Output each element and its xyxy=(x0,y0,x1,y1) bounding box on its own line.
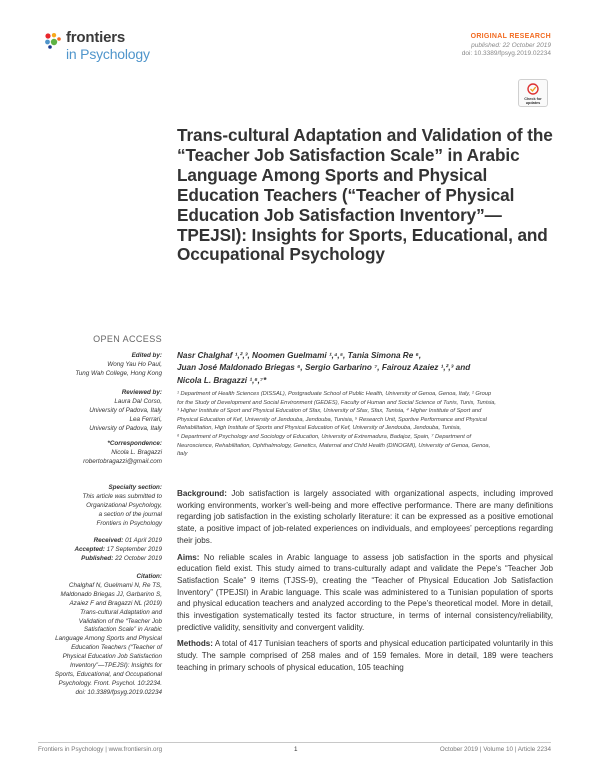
article-type: ORIGINAL RESEARCH xyxy=(470,33,551,40)
dates-block xyxy=(38,537,162,564)
footer-journal-link[interactable]: Frontiers in Psychology | www.frontiersin.org xyxy=(38,746,163,753)
affiliation-line: ⁶ Department of Psychology and Sociology of Education, University of Extremadura, Badajoz, Spain, ⁷ Department of xyxy=(177,433,472,440)
affiliation-line: Rehabilitation, High Institute of Sports and Physical Education of Kef, University of Jendouba, Jendouba, Tunisia, xyxy=(177,425,462,432)
citation-block xyxy=(38,573,162,698)
editor-affiliation: Tung Wah College, Hong Kong xyxy=(75,369,162,377)
specialty-line: Organizational Psychology, xyxy=(86,501,162,509)
correspondence-block xyxy=(38,440,162,467)
citation-line: Azaiez F and Bragazzi NL (2019) xyxy=(69,599,162,607)
citation-line: Chalghaf N, Guelmami N, Re TS, xyxy=(68,581,162,589)
affiliation-line: ¹ Department of Health Sciences (DISSAL), Postgraduate School of Public Health, University of Genoa, Genoa, Italy, ² Group xyxy=(177,391,492,397)
background-label: Background: xyxy=(177,489,227,498)
citation-line: Satisfaction Scale” in Arabic xyxy=(83,626,162,634)
specialty-block xyxy=(38,484,162,529)
citation-line: Physical Education Job Satisfaction xyxy=(62,653,162,661)
published-label: Published: xyxy=(81,554,114,562)
aims-label: Aims: xyxy=(177,552,200,562)
received-line xyxy=(38,537,162,546)
accepted-label: Accepted: xyxy=(74,545,105,553)
author-list xyxy=(177,350,507,387)
received-label: Received: xyxy=(93,537,124,544)
citation-line: Sports, Educational, and Occupational xyxy=(54,670,162,678)
open-access-label: OPEN ACCESS xyxy=(93,334,162,344)
reviewed-by-block xyxy=(38,389,162,434)
edited-by-block xyxy=(38,352,162,379)
citation-line: Trans-cultural Adaptation and xyxy=(80,608,162,616)
reviewer-1-affiliation: University of Padova, Italy xyxy=(89,406,162,414)
edited-by-label: Edited by: xyxy=(131,352,162,359)
correspondence-name: Nicola L. Bragazzi xyxy=(111,448,162,456)
abstract-aims xyxy=(177,552,553,634)
check-updates-icon xyxy=(527,83,539,95)
accepted-line xyxy=(38,546,162,555)
author-line: Juan José Maldonado Briegas ⁶, Sergio Garbarino ⁷, Fairouz Azaiez ¹,²,³ and xyxy=(177,363,471,373)
published-date: published: 22 October 2019 xyxy=(471,41,551,49)
check-for-updates-badge[interactable] xyxy=(518,79,548,107)
footer-issue-info: October 2019 | Volume 10 | Article 2234 xyxy=(439,746,551,753)
frontiers-logo-icon xyxy=(44,32,62,50)
citation-line: Inventory”—TPEJSI): Insights for xyxy=(69,662,162,670)
journal-logo xyxy=(44,29,184,69)
published-date-sidebar: 22 October 2019 xyxy=(115,554,162,562)
check-updates-label: Check for updates xyxy=(524,97,542,106)
aims-text: No reliable scales in Arabic language to assess job satisfaction in the sports and physical education field exist. This study aimed to trans-culturally adapt and validate the Pepe’s “Teacher Job Satisfaction Scale” 9 items (TJSS-9), creating the “Teacher of Physical Education Job Satisfaction Inventory” (TPEJSI) in Arabic language. This scale was administered to a Tunisian population of sports and physical education teachers and analyzed according to the Pepe’s theoretical model. More in detail, this investigation systematically tested its factor structure, in terms of internal consistency/reliability, predictive validity, sensitivity and convergent validity. xyxy=(177,552,553,632)
journal-name-line2: in Psychology xyxy=(66,46,150,62)
abstract-methods xyxy=(177,638,553,673)
received-date: 01 April 2019 xyxy=(125,537,162,544)
editor-name: Wong Yau Ho Paul, xyxy=(107,360,162,368)
footer-rule xyxy=(38,742,551,743)
reviewer-2-name: Lea Ferrari, xyxy=(129,415,162,423)
abstract xyxy=(177,488,553,679)
affiliations xyxy=(177,390,557,459)
citation-line: Education Teachers (“Teacher of xyxy=(71,644,162,652)
background-text: Job satisfaction is largely associated with organizational aspects, including improved working environments, worker’s well-being and more effective performance. There are many definitions regarding job satisfaction in the existing scholarly literature: it can be expressed as a positive emotional state, a positive impact of job-related experiences on individuals, and employees’ perceptions regarding their jobs. xyxy=(177,489,553,545)
affiliation-line: ³ Higher Institute of Sport and Physical Education of Sfax, University of Sfax, Sfax, Tunisia, ⁴ Higher Institute of Sport and xyxy=(177,408,482,415)
specialty-line: This article was submitted to xyxy=(82,492,162,500)
reviewed-by-label: Reviewed by: xyxy=(121,389,162,396)
affiliation-line: Neuroscience, Rehabilitation, Ophthalmology, Genetics, Maternal and Child Health (DINOGMI), University of Genoa, Genoa, xyxy=(177,442,491,449)
specialty-label: Specialty section: xyxy=(108,484,162,491)
citation-line: Language Among Sports and Physical xyxy=(55,635,162,643)
specialty-line: Frontiers in Psychology xyxy=(96,519,162,527)
citation-line: Maldonado Briegas JJ, Garbarino S, xyxy=(60,590,162,598)
affiliation-line: Italy xyxy=(177,451,188,458)
affiliation-line: Physical Education of Kef, University of Jendouba, Jendouba, Tunisia, ⁵ Research Unit, Sportive Performance and Physical xyxy=(177,416,487,423)
citation-line[interactable]: doi: 10.3389/fpsyg.2019.02234 xyxy=(75,688,162,696)
citation-line: Validation of the “Teacher Job xyxy=(78,617,162,625)
reviewer-1-name: Laura Dal Corso, xyxy=(114,397,162,405)
abstract-background xyxy=(177,488,553,547)
author-line: Nasr Chalghaf ¹,²,³, Noomen Guelmami ¹,⁴,⁵, Tania Simona Re ⁶, xyxy=(177,351,422,360)
methods-label: Methods: xyxy=(177,639,213,649)
article-header-info xyxy=(462,33,551,59)
page-number: 1 xyxy=(294,746,298,753)
citation-line: Psychology. Front. Psychol. 10:2234. xyxy=(58,679,162,687)
correspondence-email[interactable]: robertobragazzi@gmail.com xyxy=(83,457,162,465)
correspondence-label: *Correspondence: xyxy=(107,440,162,447)
doi[interactable]: doi: 10.3389/fpsyg.2019.02234 xyxy=(461,50,551,57)
specialty-line: a section of the journal xyxy=(98,510,162,518)
methods-text: A total of 417 Tunisian teachers of sports and physical education participated voluntarily in this study. The sample comprised of 258 males and of 159 females. More in detail, 189 were teachers teaching in primary schools of physical education, 105 teaching xyxy=(177,639,553,672)
citation-label: Citation: xyxy=(136,573,162,580)
author-line: Nicola L. Bragazzi ¹,⁶,⁷* xyxy=(177,375,267,385)
article-title: Trans-cultural Adaptation and Validation of the “Teacher Job Satisfaction Scale” in Arabic Language Among Sports and Physical Education Teachers (“Teacher of Physical Education Job Satisfaction Inventory”—TPEJSI): Insights for Sports, Educational, and Occupational Psychology xyxy=(177,125,553,265)
accepted-date: 17 September 2019 xyxy=(106,545,162,553)
affiliation-line: for the Study of Development and Social Environment (GEDES), Faculty of Human and Social Science of Tunis, Tunis, Tunisia, xyxy=(177,399,496,406)
reviewer-2-affiliation: University of Padova, Italy xyxy=(89,424,162,432)
published-line xyxy=(38,555,162,564)
journal-name-line1: frontiers xyxy=(66,29,126,46)
